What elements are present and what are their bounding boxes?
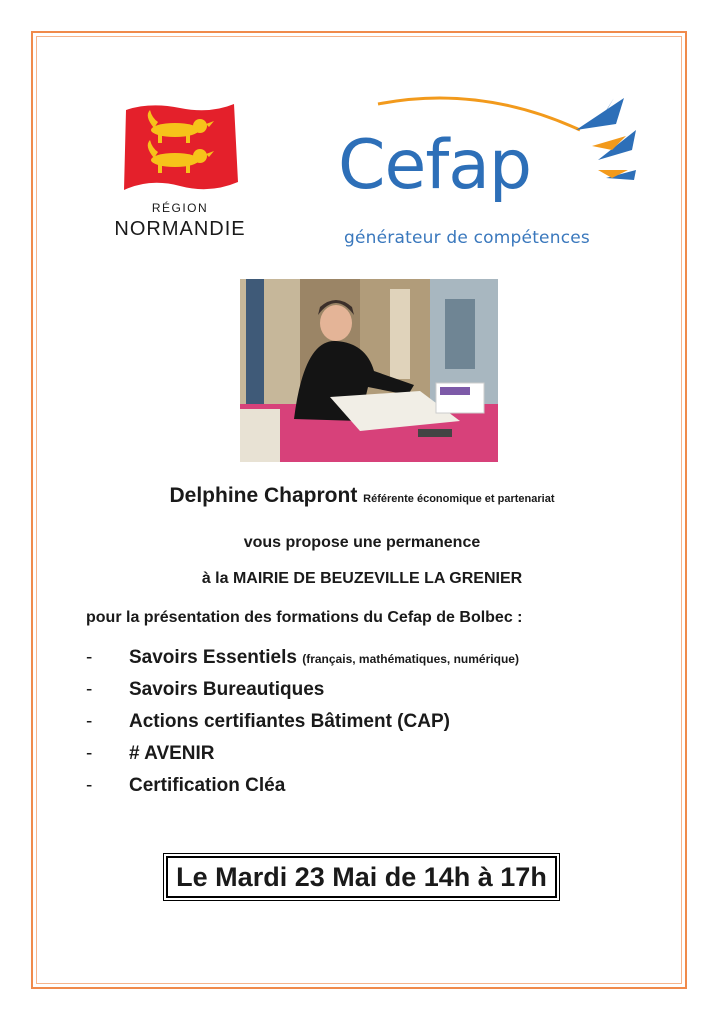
- propose-line: vous propose une permanence: [243, 534, 481, 551]
- location-line: à la MAIRIE DE BEUZEVILLE LA GRENIER: [201, 570, 523, 587]
- normandie-flag-icon: [120, 98, 240, 198]
- cefap-logo: [330, 90, 650, 260]
- logo-region-label: RÉGION: [151, 201, 209, 215]
- event-date: Le Mardi 23 Mai de 14h à 17h: [166, 856, 557, 898]
- logo-normandie-label: NORMANDIE: [114, 218, 246, 240]
- contact-name: Delphine Chapront: [169, 484, 358, 507]
- presentation-line: pour la présentation des formations du Cefap de Bolbec :: [86, 609, 523, 626]
- cefap-wordmark: Cefap: [338, 126, 532, 205]
- person-photo: [240, 279, 498, 462]
- date-box: [163, 853, 560, 901]
- region-normandie-logo: [92, 88, 268, 260]
- contact-role: Référente économique et partenariat: [363, 493, 555, 505]
- cefap-tagline: générateur de compétences: [344, 228, 590, 248]
- contact-line: [40, 484, 684, 508]
